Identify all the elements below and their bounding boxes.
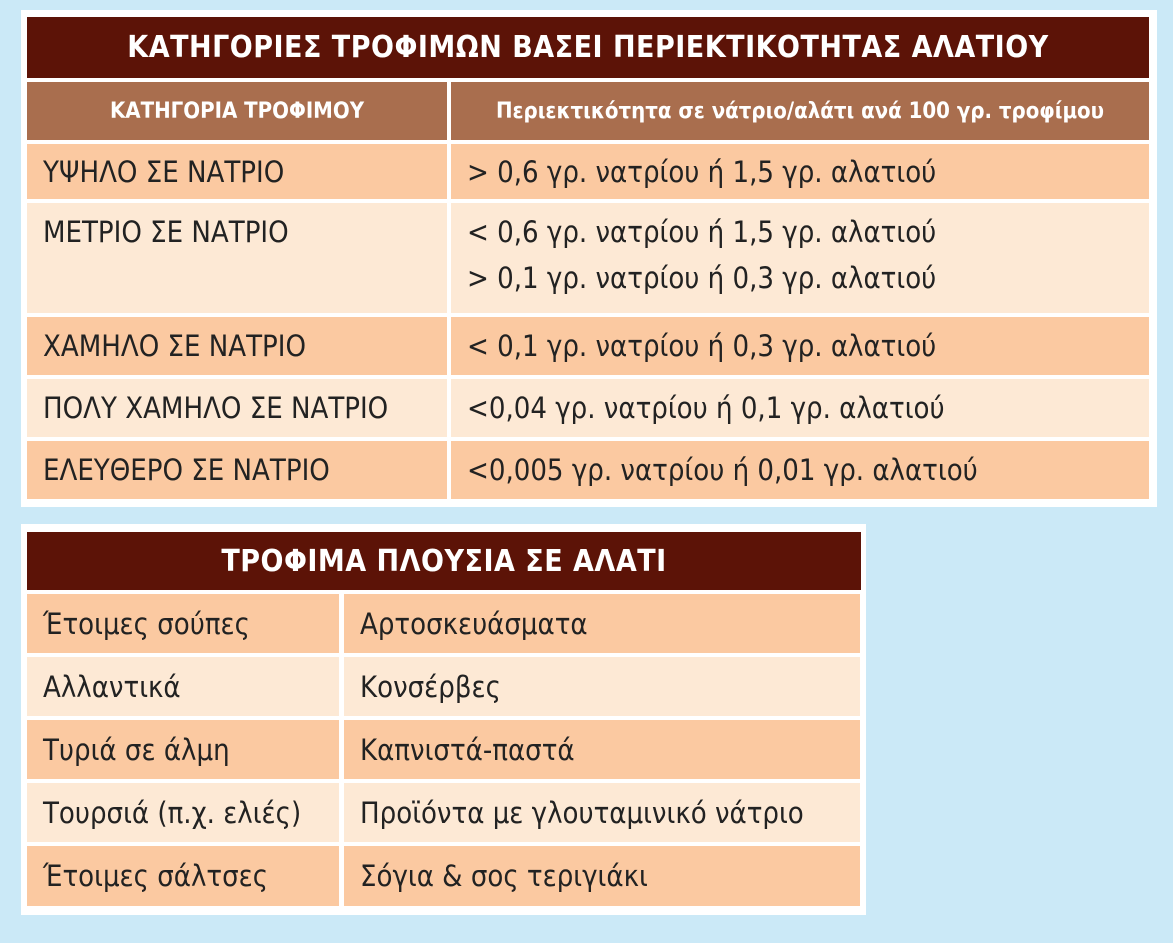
table-cell: Κονσέρβες	[344, 657, 860, 716]
content-line: > 0,6 γρ. νατρίου ή 1,5 γρ. αλατιού	[467, 154, 937, 189]
table-row-category: ΥΨΗΛΟ ΣΕ ΝΑΤΡΙΟ	[27, 144, 447, 199]
table-cell: Έτοιμες σούπες	[27, 594, 339, 653]
table-title: ΤΡΟΦΙΜΑ ΠΛΟΥΣΙΑ ΣΕ ΑΛΑΤΙ	[27, 532, 861, 590]
table-cell: Προϊόντα με γλουταμινικό νάτριο	[344, 783, 860, 842]
sodium-categories-table	[21, 10, 1157, 507]
table-row-category	[27, 203, 447, 313]
content-line: <0,005 γρ. νατρίου ή 0,01 γρ. αλατιού	[467, 453, 978, 487]
content-line: < 0,6 γρ. νατρίου ή 1,5 γρ. αλατιού	[467, 215, 937, 249]
table-row-content	[451, 379, 1149, 437]
content-line: > 0,1 γρ. νατρίου ή 0,3 γρ. αλατιού	[467, 261, 937, 295]
table-cell: Αλλαντικά	[27, 657, 339, 716]
content-line: <0,04 γρ. νατρίου ή 0,1 γρ. αλατιού	[467, 391, 945, 425]
column-header-content: Περιεκτικότητα σε νάτριο/αλάτι ανά 100 γρ. τροφίμου	[451, 82, 1149, 140]
table-row-category: ΕΛΕΥΘΕΡΟ ΣΕ ΝΑΤΡΙΟ	[27, 441, 447, 499]
table-row-content	[451, 203, 1149, 313]
table-cell: Αρτοσκευάσματα	[344, 594, 860, 653]
table-cell: Έτοιμες σάλτσες	[27, 846, 339, 906]
salty-foods-table	[21, 524, 866, 915]
table-title: ΚΑΤΗΓΟΡΙΕΣ ΤΡΟΦΙΜΩΝ ΒΑΣΕΙ ΠΕΡΙΕΚΤΙΚΟΤΗΤΑΣ ΑΛΑΤΙΟΥ	[27, 17, 1149, 78]
table-row-category: ΧΑΜΗΛΟ ΣΕ ΝΑΤΡΙΟ	[27, 317, 447, 375]
content-line: < 0,1 γρ. νατρίου ή 0,3 γρ. αλατιού	[467, 329, 937, 363]
table-row-content	[451, 441, 1149, 499]
table-row-category: ΠΟΛΥ ΧΑΜΗΛΟ ΣΕ ΝΑΤΡΙΟ	[27, 379, 447, 437]
table-row-content	[451, 317, 1149, 375]
category-label: ΜΕΤΡΙΟ ΣΕ ΝΑΤΡΙΟ	[43, 215, 289, 249]
table-row-content	[451, 144, 1149, 199]
table-cell: Καπνιστά-παστά	[344, 720, 860, 779]
table-cell: Τυριά σε άλμη	[27, 720, 339, 779]
table-cell: Τουρσιά (π.χ. ελιές)	[27, 783, 339, 842]
column-header-category: ΚΑΤΗΓΟΡΙΑ ΤΡΟΦΙΜΟΥ	[27, 82, 447, 140]
table-cell: Σόγια & σος τεριγιάκι	[344, 846, 860, 906]
